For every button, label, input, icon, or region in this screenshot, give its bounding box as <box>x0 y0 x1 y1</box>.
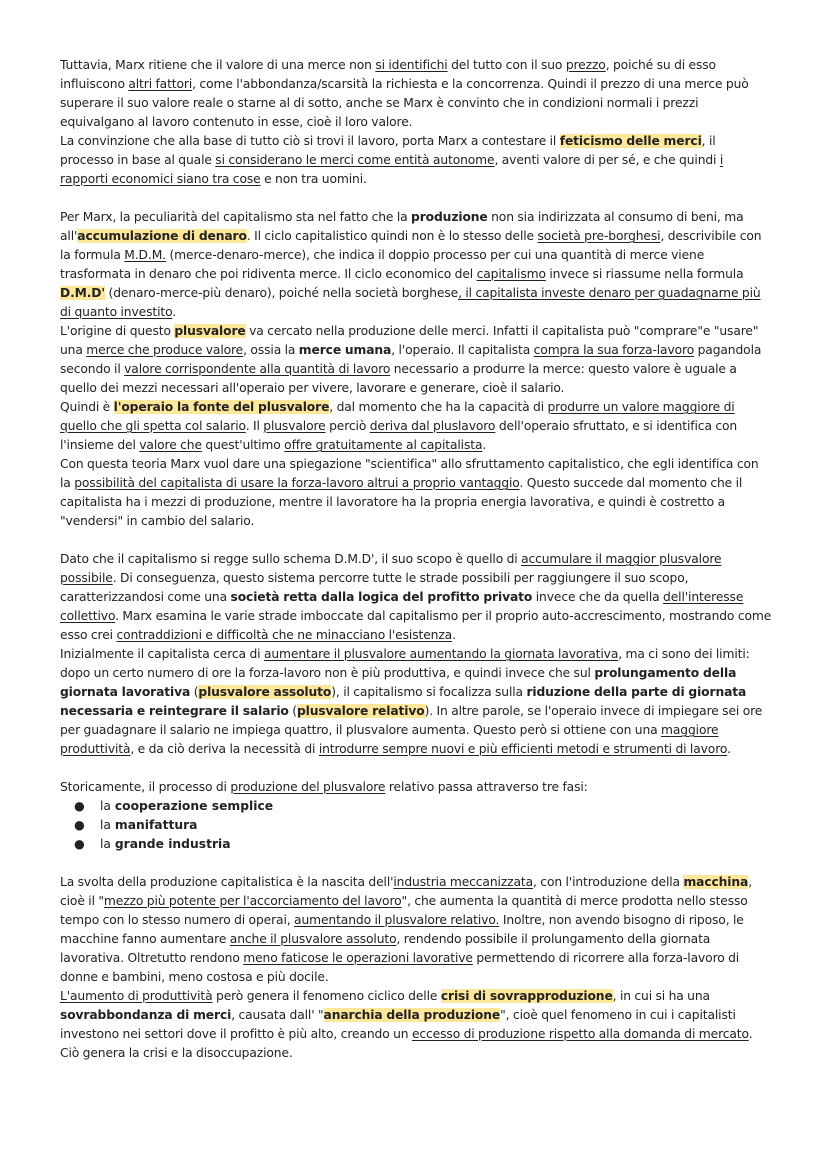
bullet-icon: ● <box>74 799 85 813</box>
text-run: permettendo di ricorrere alla forza-lavoro di donne e bambini, meno costosa e più docile. <box>60 951 740 984</box>
highlighted-term: accumulazione di denaro <box>77 229 247 243</box>
document-page <box>60 56 772 1063</box>
underlined-phrase: produzione del plusvalore <box>230 780 386 794</box>
text-run: però genera il fenomeno ciclico delle <box>212 989 441 1003</box>
underlined-phrase: L'aumento di produttività <box>60 989 213 1003</box>
text-run: . Il <box>245 419 264 433</box>
paragraph <box>60 322 772 398</box>
paragraph <box>60 550 772 645</box>
text-run: Tuttavia, Marx ritiene che il valore di una merce non <box>60 58 376 72</box>
text-run: , in cui si ha una <box>612 989 710 1003</box>
text-run: , ossia la <box>243 343 299 357</box>
text-run: Con questa teoria Marx vuol dare una spiegazione "scientifica" allo sfruttamento capitalistico, che egli identifica con la <box>60 457 759 490</box>
paragraph <box>60 208 772 322</box>
paragraph <box>60 398 772 455</box>
underlined-phrase: plusvalore <box>263 419 326 433</box>
text-run: del tutto con il suo <box>447 58 566 72</box>
underlined-phrase: dell'interesse collettivo <box>60 590 744 623</box>
underlined-phrase: accumulare il maggior plusvalore possibile <box>60 552 722 585</box>
underlined-phrase: meno faticose le operazioni lavorative <box>243 951 473 965</box>
text-run: non sia indirizzata al consumo di beni, ma all' <box>60 210 744 243</box>
highlighted-term: feticismo delle merci <box>559 134 702 148</box>
bullet-icon: ● <box>74 818 85 832</box>
highlighted-term: l'operaio la fonte del plusvalore <box>113 400 330 414</box>
underlined-phrase: altri fattori <box>128 77 193 91</box>
text-run: relativo passa attraverso tre fasi: <box>385 780 588 794</box>
paragraph <box>60 987 772 1063</box>
text-run: necessario a produrre la merce: questo valore è uguale a quello dei mezzi necessari all'operaio per vivere, lavorare e generare, cioè il salario. <box>60 362 737 395</box>
underlined-phrase: valore che <box>139 438 202 452</box>
text-run: , poiché su di esso influiscono <box>60 58 716 91</box>
text-run: , dal momento che ha la capacità di <box>329 400 548 414</box>
text-run: invece si riassume nella formula <box>545 267 744 281</box>
underlined-phrase: possibilità del capitalista di usare la forza-lavoro altrui a proprio vantaggio <box>74 476 520 490</box>
text-run: , cioè il " <box>60 875 753 908</box>
text-run: invece che da quella <box>532 590 664 604</box>
text-run: Inizialmente il capitalista cerca di <box>60 647 264 661</box>
underlined-phrase: si considerano le merci come entità autonome <box>215 153 495 167</box>
highlighted-term: plusvalore assoluto <box>198 685 332 699</box>
text-run: perciò <box>325 419 370 433</box>
text-run: ), il capitalismo si focalizza sulla <box>331 685 527 699</box>
bold-term: prolungamento della giornata lavorativa <box>60 666 737 699</box>
text-run: (denaro-merce-più denaro), poiché nella società borghese <box>105 286 459 300</box>
underlined-phrase: aumentando il plusvalore relativo. <box>294 913 500 927</box>
bold-term: società retta dalla logica del profitto privato <box>230 590 533 604</box>
paragraph <box>60 645 772 759</box>
bold-term: produzione <box>411 210 488 224</box>
underlined-phrase: offre gratuitamente al capitalista <box>284 438 483 452</box>
text-run: , rendendo possibile il prolungamento della giornata lavorativa. Oltretutto rendono <box>60 932 711 965</box>
underlined-phrase: introdurre sempre nuovi e più efficienti metodi e strumenti di lavoro <box>318 742 728 756</box>
text-run: Inoltre, non avendo bisogno di riposo, le macchine fanno aumentare <box>60 913 744 946</box>
highlighted-term: plusvalore relativo <box>296 704 425 718</box>
highlighted-term: anarchia della produzione <box>323 1008 501 1022</box>
underlined-phrase: aumentare il plusvalore aumentando la giornata lavorativa <box>263 647 619 661</box>
text-run: . Questo succede dal momento che il capitalista ha i mezzi di produzione, mentre il lavoratore ha la propria energia lavorativa, e quindi è costretto a "vendersi" in cambio del salario. <box>60 476 743 528</box>
text-run: Storicamente, il processo di <box>60 780 231 794</box>
underlined-phrase: società pre-borghesi <box>537 229 661 243</box>
text-run: pagandola secondo il <box>60 343 762 376</box>
text-run: la <box>100 818 115 832</box>
paragraph <box>60 873 772 987</box>
text-run: ", cioè quel fenomeno in cui i capitalisti investono nei settori dove il profitto è più alto, creando un <box>60 1008 736 1041</box>
list-item <box>60 797 772 816</box>
underlined-phrase: industria meccanizzata <box>393 875 534 889</box>
bold-term: merce umana <box>298 343 392 357</box>
list-item <box>60 835 772 854</box>
underlined-phrase: prezzo <box>565 58 606 72</box>
paragraph <box>60 455 772 531</box>
highlighted-term: plusvalore <box>174 324 246 338</box>
underlined-phrase: capitalismo <box>476 267 546 281</box>
text-run: , descrivibile con la formula <box>60 229 762 262</box>
text-run: , il processo in base al quale <box>60 134 716 167</box>
text-run: ", che aumenta la quantità di merce prodotta nello stesso tempo con lo stesso numero di operai, <box>60 894 748 927</box>
text-run: . <box>482 438 487 452</box>
text-run: ). In altre parole, se l'operaio invece di impiegare sei ore per guadagnare il salario ne impiega quattro, il plusvalore aumenta. Questo però si ottiene con una <box>60 704 763 737</box>
bold-term: grande industria <box>114 837 231 851</box>
text-run: . Di conseguenza, questo sistema percorre tutte le strade possibili per raggiungere il suo scopo, caratterizzandosi come una <box>60 571 689 604</box>
text-run: . Il ciclo capitalistico quindi non è lo stesso delle <box>246 229 538 243</box>
bold-term: sovrabbondanza di merci <box>60 1008 232 1022</box>
underlined-phrase: deriva dal pluslavoro <box>369 419 496 433</box>
phases-list <box>60 797 772 854</box>
text-run: La convinzione che alla base di tutto ciò si trovi il lavoro, porta Marx a contestare il <box>60 134 560 148</box>
text-run: ( <box>288 704 297 718</box>
text-run: quest'ultimo <box>201 438 285 452</box>
underlined-phrase: M.D.M. <box>124 248 166 262</box>
underlined-phrase: si identifichi <box>375 58 448 72</box>
text-run: . <box>727 742 731 756</box>
text-run: va cercato nella produzione delle merci. Infatti il capitalista può "comprare"e "usare" una <box>60 324 759 357</box>
paragraph <box>60 778 772 797</box>
text-run: Quindi è <box>60 400 114 414</box>
text-run: e non tra uomini. <box>260 172 367 186</box>
bold-term: cooperazione semplice <box>114 799 274 813</box>
text-run: La svolta della produzione capitalistica è la nascita dell' <box>60 875 394 889</box>
text-run: . <box>452 628 456 642</box>
underlined-phrase: i rapporti economici siano tra cose <box>60 153 724 186</box>
text-run: , causata dall' " <box>231 1008 324 1022</box>
underlined-phrase: anche il plusvalore assoluto <box>229 932 397 946</box>
paragraphs-before-list <box>60 56 772 797</box>
underlined-phrase: eccesso di produzione rispetto alla domanda di mercato <box>411 1027 749 1041</box>
underlined-phrase: mezzo più potente per l'accorciamento del lavoro <box>103 894 402 908</box>
text-run: (merce-denaro-merce), che indica il doppio processo per cui una quantità di merce viene trasformata in denaro che poi ridiventa merce. Il ciclo economico del <box>60 248 705 281</box>
text-run: la <box>100 837 115 851</box>
highlighted-term: D.M.D' <box>60 286 106 300</box>
paragraphs-after-list <box>60 873 772 1063</box>
text-run: , come l'abbondanza/scarsità la richiesta e la concorrenza. Quindi il prezzo di una merce può superare il suo valore reale o starne al di sotto, anche se Marx è convinto che in condizioni normali i prezzi equivalgano al lavoro contenuto in esse, cioè il loro valore. <box>60 77 749 129</box>
text-run: , e da ciò deriva la necessità di <box>130 742 319 756</box>
text-run: , aventi valore di per sé, e che quindi <box>494 153 720 167</box>
text-run: ( <box>190 685 199 699</box>
highlighted-term: macchina <box>683 875 749 889</box>
text-run: . Ciò genera la crisi e la disoccupazione. <box>60 1027 753 1060</box>
text-run: L'origine di questo <box>60 324 175 338</box>
underlined-phrase: contraddizioni e difficoltà che ne minacciano l'esistenza <box>116 628 453 642</box>
highlighted-term: crisi di sovrapproduzione <box>440 989 613 1003</box>
bullet-icon: ● <box>74 837 85 851</box>
bold-term: manifattura <box>114 818 198 832</box>
paragraph <box>60 56 772 132</box>
text-run: , l'operaio. Il capitalista <box>391 343 534 357</box>
list-item <box>60 816 772 835</box>
paragraph <box>60 132 772 189</box>
underlined-phrase: produrre un valore maggiore di quello che gli spetta col salario <box>60 400 735 433</box>
underlined-phrase: valore corrispondente alla quantità di lavoro <box>124 362 391 376</box>
text-run: la <box>100 799 115 813</box>
underlined-phrase: merce che produce valore <box>86 343 244 357</box>
underlined-phrase: compra la sua forza-lavoro <box>533 343 695 357</box>
text-run: Per Marx, la peculiarità del capitalismo sta nel fatto che la <box>60 210 412 224</box>
text-run: Dato che il capitalismo si regge sullo schema D.M.D', il suo scopo è quello di <box>60 552 522 566</box>
text-run: . Marx esamina le varie strade imboccate dal capitalismo per il proprio auto-accrescimento, mostrando come esso crei <box>60 609 772 642</box>
underlined-phrase: maggiore produttività <box>60 723 719 756</box>
text-run: dell'operaio sfruttato, e si identifica con l'insieme del <box>60 419 738 452</box>
text-run: , con l'introduzione della <box>533 875 684 889</box>
text-run: , ma ci sono dei limiti: dopo un certo numero di ore la forza-lavoro non è più produttiva, e quindi invece che sul <box>60 647 750 680</box>
text-run: . <box>172 305 177 319</box>
underlined-phrase: , il capitalista investe denaro per guadagnarne più di quanto investito <box>60 286 761 319</box>
bold-term: riduzione della parte di giornata necessaria e reintegrare il salario <box>60 685 747 718</box>
